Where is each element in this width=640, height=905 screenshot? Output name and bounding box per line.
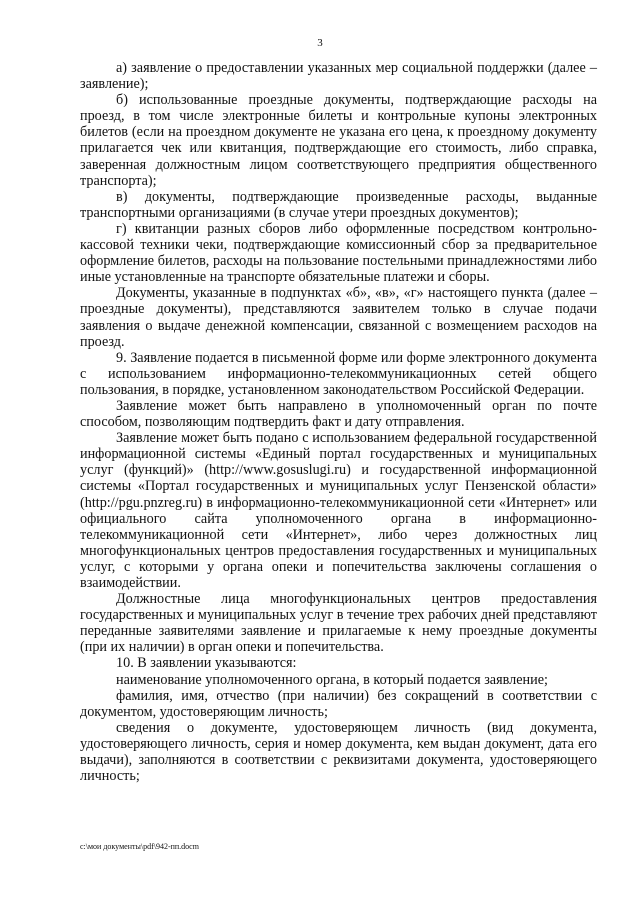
page-number: 3	[317, 37, 323, 49]
document-body	[80, 60, 597, 784]
paragraph-item-b: б) использованные проездные документы, подтверждающие расходы на проезд, в том числе электронные билеты и контрольные купоны электронных билетов (если на проездном документе не указана его цена, к проездному документу прилагается чек или квитанция, подтверждающие его стоимость, либо справка, заверенная должностным лицом соответствующего предприятия общественного транспорта);	[80, 92, 597, 189]
paragraph-section-10: 10. В заявлении указываются:	[116, 655, 297, 672]
paragraph-item-a: а) заявление о предоставлении указанных мер социальной поддержки (далее – заявление);	[80, 60, 597, 93]
paragraph-item-g: г) квитанции разных сборов либо оформленные посредством контрольно-кассовой техники чеки, подтверждающие комиссионный сбор за предварительное оформление билетов, расходы на пользование постельными принадлежностями либо иные установленные на транспорте обязательные платежи и сборы.	[80, 220, 597, 286]
footer-file-path: c:\мои документы\pdf\942-пп.docm	[80, 842, 199, 851]
paragraph-full-name: фамилия, имя, отчество (при наличии) без сокращений в соответствии с документом, удостоверяющим личность;	[80, 687, 597, 720]
paragraph-mfc-officials: Должностные лица многофункциональных центров предоставления государственных и муниципальных услуг в течение трех рабочих дней представляют переданные заявителями заявление и прилагаемые к нему проездные документы (при их наличии) в орган опеки и попечительства.	[80, 591, 597, 656]
paragraph-item-v: в) документы, подтверждающие произведенные расходы, выданные транспортными организациями (в случае утери проездных документов);	[80, 188, 597, 221]
paragraph-online-submission: Заявление может быть подано с использованием федеральной государственной информационной системы «Единый портал государственных и муниципальных услуг (функций)» (http://www.gosuslugi.ru) и государственной информационной системы «Портал государственных и муниципальных услуг Пензенской области» (http://pgu.pnzreg.ru) в информационно-телекоммуникационной сети «Интернет» или официального сайта уполномоченного органа в информационно-телекоммуникационной сети «Интернет», либо через должностных лиц многофункциональных центров предоставления государственных и муниципальных услуг, с которыми у органа опеки и попечительства заключены соглашения о взаимодействии.	[80, 430, 597, 591]
paragraph-section-9: 9. Заявление подается в письменной форме или форме электронного документа с использованием информационно-телекоммуникационных сетей общего пользования, в порядке, установленном законодательством Российской Федерации.	[80, 349, 597, 398]
paragraph-travel-documents: Документы, указанные в подпунктах «б», «в», «г» настоящего пункта (далее – проездные документы), представляются заявителем только в случае подачи заявления о выдаче денежной компенсации, связанной с возмещением расходов на проезд.	[80, 285, 597, 350]
paragraph-authority-name: наименование уполномоченного органа, в который подается заявление;	[116, 671, 548, 688]
paragraph-by-mail: Заявление может быть направлено в уполномоченный орган по почте способом, позволяющим подтвердить факт и дату отправления.	[80, 397, 597, 431]
paragraph-identity-document: сведения о документе, удостоверяющем личность (вид документа, удостоверяющего личность, серия и номер документа, кем выдан документ, дата его выдачи), заполняются в соответствии с реквизитами документа, удостоверяющего личность;	[80, 719, 597, 785]
